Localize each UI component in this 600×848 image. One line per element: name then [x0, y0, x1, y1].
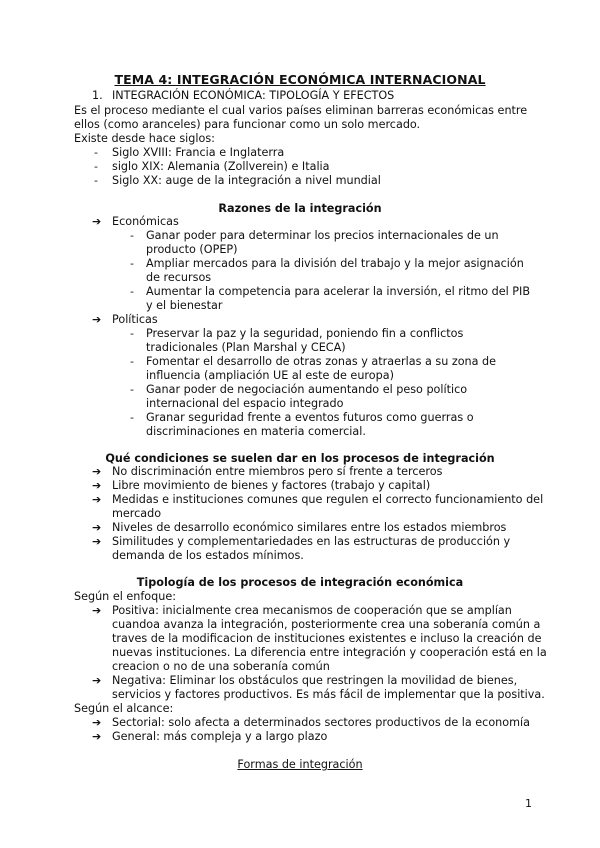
condiciones-item: Similitudes y complementariedades en las estructuras de producción y: [112, 535, 511, 548]
politicas-item: influencia (ampliación UE al este de europa): [146, 369, 394, 382]
condiciones-item: demanda de los estados mínimos.: [112, 549, 304, 562]
condiciones-item: Medidas e instituciones comunes que regulen el correcto funcionamiento del: [112, 493, 544, 506]
page-number: 1: [525, 797, 532, 810]
politicas-item: Ganar poder de negociación aumentando el peso político: [146, 383, 468, 396]
section-heading: INTEGRACIÓN ECONÓMICA: TIPOLOGÍA Y EFECTOS: [112, 89, 395, 102]
arrow-bullet-icon: ➔: [92, 674, 102, 687]
alcance-label: Según el alcance:: [74, 702, 174, 715]
economicas-label: Económicas: [112, 215, 179, 228]
politicas-item: Fomentar el desarrollo de otras zonas y atraerlas a su zona de: [146, 355, 497, 368]
alcance-item: General: más compleja y a largo plazo: [112, 730, 328, 743]
dash-bullet-icon: -: [130, 257, 134, 270]
economicas-item: Ganar poder para determinar los precios internacionales de un: [146, 229, 499, 242]
politicas-item: discriminaciones en materia comercial.: [146, 425, 366, 438]
dash-bullet-icon: -: [130, 355, 134, 368]
politicas-label: Políticas: [112, 313, 158, 326]
arrow-bullet-icon: ➔: [92, 479, 102, 492]
tipologia-heading: Tipología de los procesos de integración económica: [136, 576, 464, 589]
intro-line: ellos (como aranceles) para funcionar como un solo mercado.: [74, 118, 421, 131]
dash-bullet-icon: -: [130, 285, 134, 298]
arrow-bullet-icon: ➔: [92, 716, 102, 729]
history-item: Siglo XX: auge de la integración a nivel mundial: [112, 174, 381, 187]
enfoque-label: Según el enfoque:: [74, 590, 176, 603]
economicas-item: producto (OPEP): [146, 243, 238, 256]
dash-bullet-icon: -: [130, 229, 134, 242]
razones-heading: Razones de la integración: [218, 202, 382, 215]
dash-bullet-icon: -: [94, 160, 98, 173]
condiciones-item: mercado: [112, 507, 162, 520]
politicas-item: Preservar la paz y la seguridad, poniendo fin a conflictos: [146, 327, 464, 340]
dash-bullet-icon: -: [94, 146, 98, 159]
intro-line: Es el proceso mediante el cual varios países eliminan barreras económicas entre: [74, 104, 528, 117]
history-item: Siglo XVIII: Francia e Inglaterra: [112, 146, 285, 159]
condiciones-item: Niveles de desarrollo económico similares entre los estados miembros: [112, 521, 507, 534]
condiciones-heading: Qué condiciones se suelen dar en los procesos de integración: [105, 452, 495, 465]
arrow-bullet-icon: ➔: [92, 215, 102, 228]
alcance-item: Sectorial: solo afecta a determinados sectores productivos de la economía: [112, 716, 530, 729]
economicas-item: y el bienestar: [146, 299, 223, 312]
enfoque-item: nuevas instituciones. La diferencia entre integración y cooperación está en la: [112, 646, 547, 659]
enfoque-item: Positiva: inicialmente crea mecanismos de cooperación que se amplían: [112, 604, 512, 617]
enfoque-item: Negativa: Eliminar los obstáculos que restringen la movilidad de bienes,: [112, 674, 518, 687]
intro-line: Existe desde hace siglos:: [74, 132, 215, 145]
politicas-item: Granar seguridad frente a eventos futuros como guerras o: [146, 411, 474, 424]
economicas-item: de recursos: [146, 271, 212, 284]
arrow-bullet-icon: ➔: [92, 521, 102, 534]
page-title: TEMA 4: INTEGRACIÓN ECONÓMICA INTERNACIONAL: [114, 72, 486, 87]
politicas-item: internacional del espacio integrado: [146, 397, 344, 410]
condiciones-item: Libre movimiento de bienes y factores (trabajo y capital): [112, 479, 431, 492]
enfoque-item: servicios y factores productivos. Es más fácil de implementar que la positiva.: [112, 688, 545, 701]
enfoque-item: creacion o no de una soberanía común: [112, 660, 330, 673]
history-item: siglo XIX: Alemania (Zollverein) e Italia: [112, 160, 330, 173]
politicas-item: tradicionales (Plan Marshal y CECA): [146, 341, 346, 354]
arrow-bullet-icon: ➔: [92, 465, 102, 478]
arrow-bullet-icon: ➔: [92, 535, 102, 548]
dash-bullet-icon: -: [130, 383, 134, 396]
enfoque-item: cuandoa avanza la integración, posteriormente crea una soberanía común a: [112, 618, 541, 631]
arrow-bullet-icon: ➔: [92, 604, 102, 617]
arrow-bullet-icon: ➔: [92, 493, 102, 506]
economicas-item: Aumentar la competencia para acelerar la inversión, el ritmo del PIB: [146, 285, 531, 298]
dash-bullet-icon: -: [130, 327, 134, 340]
section-number: 1.: [92, 89, 103, 102]
enfoque-item: traves de la modificacion de instituciones existentes e incluso la creación de: [112, 632, 542, 645]
arrow-bullet-icon: ➔: [92, 730, 102, 743]
dash-bullet-icon: -: [94, 174, 98, 187]
condiciones-item: No discriminación entre miembros pero sí frente a terceros: [112, 465, 443, 478]
economicas-item: Ampliar mercados para la división del trabajo y la mejor asignación: [146, 257, 524, 270]
formas-heading: Formas de integración: [237, 758, 363, 771]
arrow-bullet-icon: ➔: [92, 313, 102, 326]
dash-bullet-icon: -: [130, 411, 134, 424]
